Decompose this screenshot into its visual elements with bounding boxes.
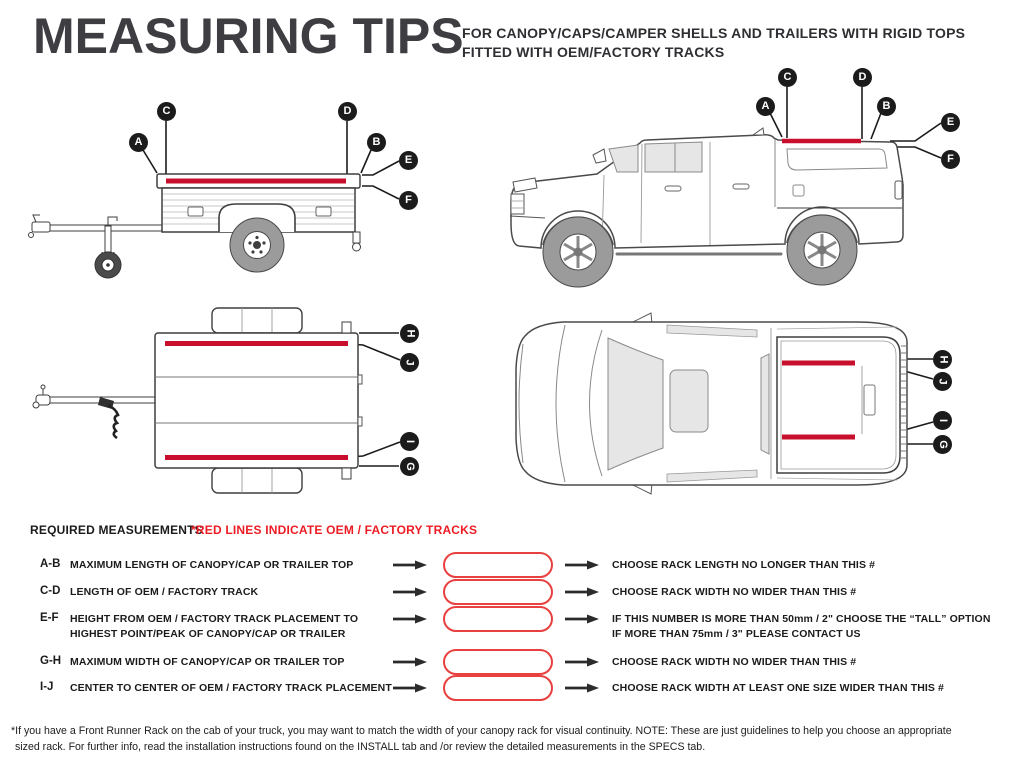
range-label: G-H xyxy=(40,655,62,667)
windshield xyxy=(608,338,663,470)
measurement-row-ef xyxy=(0,612,1024,646)
truck-top-body xyxy=(516,313,907,494)
measurement-description: CENTER TO CENTER OF OEM / FACTORY TRACK PLACEMENT xyxy=(70,682,392,694)
rack-guidance: CHOOSE RACK WIDTH NO WIDER THAN THIS # xyxy=(612,656,857,668)
range-label: E-F xyxy=(40,612,59,624)
marker-e-trailer-side: E xyxy=(399,151,418,170)
marker-a-truck-side: A xyxy=(756,97,775,116)
arrow-right-icon xyxy=(565,614,599,624)
marker-d-trailer-side: D xyxy=(338,102,357,121)
truck-top-view-diagram xyxy=(505,308,955,500)
marker-h-truck-top: H xyxy=(933,350,952,369)
arrow-right-icon xyxy=(393,614,427,624)
marker-c-trailer-side: C xyxy=(157,102,176,121)
required-measurements-label: REQUIRED MEASUREMENTS xyxy=(30,523,203,537)
page-title: MEASURING TIPS xyxy=(33,8,464,64)
marker-g-trailer-top: G xyxy=(400,457,419,476)
marker-d-truck-side: D xyxy=(853,68,872,87)
marker-j-trailer-top: J xyxy=(400,353,419,372)
arrow-right-icon xyxy=(565,657,599,667)
range-label: A-B xyxy=(40,558,61,570)
footnote xyxy=(11,724,1017,755)
measurement-value-field xyxy=(443,552,553,578)
marker-h-trailer-top: H xyxy=(400,324,419,343)
marker-j-truck-top: J xyxy=(933,372,952,391)
side-mirror xyxy=(593,149,606,163)
marker-f-truck-side: F xyxy=(941,150,960,169)
subtitle-line-2: FITTED WITH OEM/FACTORY TRACKS xyxy=(462,44,725,60)
rack-guidance: CHOOSE RACK WIDTH AT LEAST ONE SIZE WIDER THAN THIS # xyxy=(612,682,944,694)
trailer-top-body xyxy=(33,308,362,493)
arrow-right-icon xyxy=(393,587,427,597)
arrow-right-icon xyxy=(393,560,427,570)
red-lines-note: *RED LINES INDICATE OEM / FACTORY TRACKS xyxy=(191,523,478,537)
marker-b-truck-side: B xyxy=(877,97,896,116)
marker-i-trailer-top: I xyxy=(400,432,419,451)
marker-e-truck-side: E xyxy=(941,113,960,132)
measurement-value-field xyxy=(443,606,553,632)
arrow-right-icon xyxy=(565,587,599,597)
marker-g-truck-top: G xyxy=(933,435,952,454)
arrow-right-icon xyxy=(393,683,427,693)
marker-i-truck-top: I xyxy=(933,411,952,430)
arrow-right-icon xyxy=(565,683,599,693)
range-label: I-J xyxy=(40,681,54,693)
measurement-description: MAXIMUM WIDTH OF CANOPY/CAP OR TRAILER TOP xyxy=(70,656,345,668)
front-wheel xyxy=(543,217,613,287)
marker-c-truck-side: C xyxy=(778,68,797,87)
range-label: C-D xyxy=(40,585,61,597)
rack-guidance: IF THIS NUMBER IS MORE THAN 50mm / 2" CHOOSE THE “TALL” OPTION IF MORE THAN 75mm / 3" PLEASE CONTACT US xyxy=(612,613,991,640)
subtitle-line-1: FOR CANOPY/CAPS/CAMPER SHELLS AND TRAILERS WITH RIGID TOPS xyxy=(462,25,966,41)
arrow-right-icon xyxy=(393,657,427,667)
measurement-value-field xyxy=(443,579,553,605)
sunroof xyxy=(670,370,708,432)
page-subtitle xyxy=(462,24,965,62)
measurement-row-ij xyxy=(0,681,1024,715)
rack-guidance: CHOOSE RACK WIDTH NO WIDER THAN THIS # xyxy=(612,586,857,598)
marker-f-trailer-side: F xyxy=(399,191,418,210)
safety-cable xyxy=(108,405,118,438)
trailer-body xyxy=(29,174,361,278)
footnote-line-1: *If you have a Front Runner Rack on the cab of your truck, you may want to match the width of your canopy rack for visual continuity. NOTE: These are just guidelines to help you choose an appropriate xyxy=(11,725,952,737)
marker-b-trailer-side: B xyxy=(367,133,386,152)
marker-a-trailer-side: A xyxy=(129,133,148,152)
arrow-right-icon xyxy=(565,560,599,570)
trailer-side-view-diagram xyxy=(20,95,460,295)
measurement-description: LENGTH OF OEM / FACTORY TRACK xyxy=(70,586,259,598)
measurement-value-field xyxy=(443,649,553,675)
measurement-description: MAXIMUM LENGTH OF CANOPY/CAP OR TRAILER TOP xyxy=(70,559,354,571)
measurement-value-field xyxy=(443,675,553,701)
trailer-top-view-diagram xyxy=(30,305,460,500)
rack-guidance: CHOOSE RACK LENGTH NO LONGER THAN THIS # xyxy=(612,559,876,571)
truck-body xyxy=(510,128,903,287)
canopy-top xyxy=(777,337,900,473)
measurement-description: HEIGHT FROM OEM / FACTORY TRACK PLACEMENT TO HIGHEST POINT/PEAK OF CANOPY/CAP OR TRAILER xyxy=(70,613,359,640)
rear-wheel xyxy=(787,215,857,285)
footnote-line-2: sized rack. For further info, read the installation instructions found on the INSTALL tab and /or review the detailed measurements in the SPECS tab. xyxy=(15,740,706,753)
